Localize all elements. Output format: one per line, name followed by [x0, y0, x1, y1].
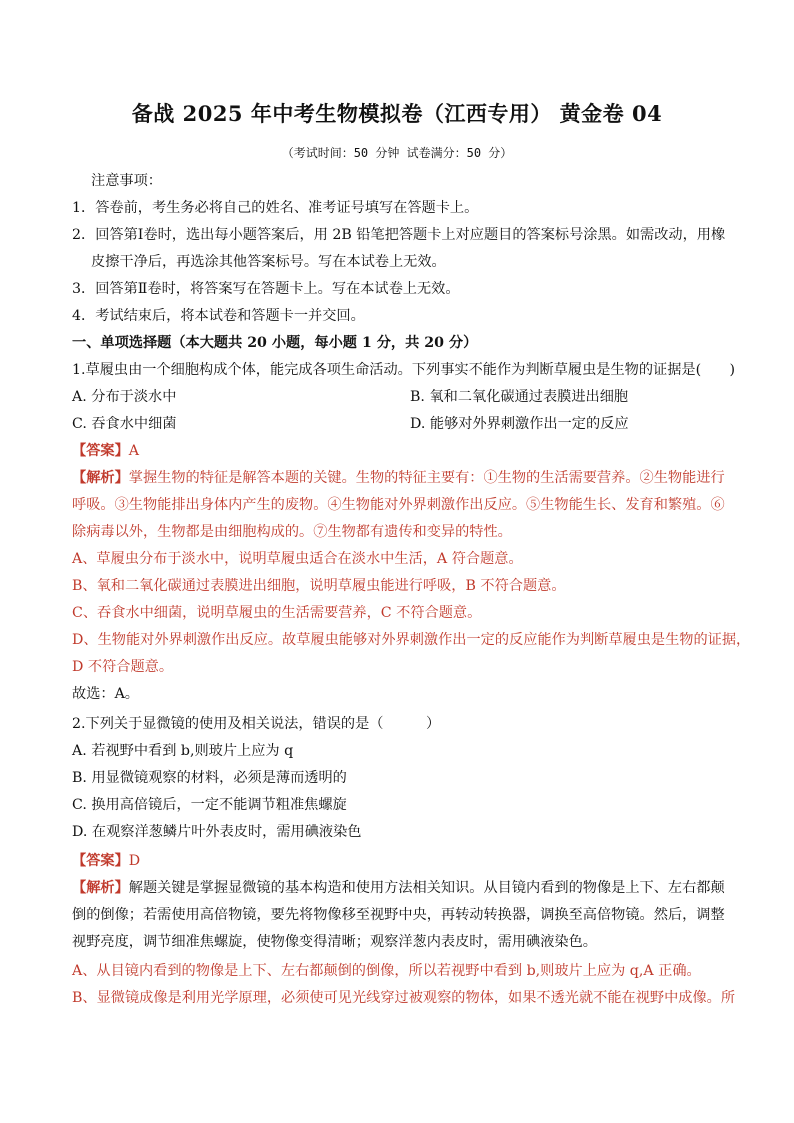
option-c: C. 换用高倍镜后，一定不能调节粗准焦螺旋 [72, 797, 347, 813]
page-title: 备战 2025 年中考生物模拟卷（江西专用） 黄金卷 04 [131, 101, 663, 126]
analysis-line [72, 878, 725, 898]
explanation-line: C、吞食水中细菌，说明草履虫的生活需要营养，C 不符合题意。 [72, 605, 482, 621]
section-heading: 一、单项选择题（本大题共 20 小题，每小题 1 分，共 20 分） [72, 335, 478, 351]
explanation-line: A、从目镜内看到的物像是上下、左右都颠倒的倒像，所以若视野中看到 b,则玻片上应为 q,A 正确。 [72, 963, 701, 979]
answer-line [72, 441, 139, 461]
option-a: A. 若视野中看到 b,则玻片上应为 q [72, 743, 294, 759]
conclusion: 故选：A。 [72, 686, 139, 702]
notice-heading: 注意事项： [91, 173, 162, 189]
option-a: A. 分布于淡水中 [72, 389, 177, 405]
explanation-line: B、显微镜成像是利用光学原理，必须使可见光线穿过被观察的物体，如果不透光就不能在视野中成像。所 [72, 990, 736, 1006]
analysis-text: 呼吸。③生物能排出身体内产生的废物。④生物能对外界刺激作出反应。⑤生物能生长、发育和繁殖。⑥ [72, 497, 725, 513]
explanation-line: D、生物能对外界刺激作出反应。故草履虫能够对外界刺激作出一定的反应能作为判断草履虫是生物的证据， [72, 632, 751, 648]
notice-item: 1．答卷前，考生务必将自己的姓名、准考证号填写在答题卡上。 [72, 200, 479, 216]
exam-subtitle: （考试时间：50 分钟 试卷满分：50 分） [281, 146, 513, 160]
analysis-text: 掌握生物的特征是解答本题的关键。生物的特征主要有：①生物的生活需要营养。②生物能进行 [128, 470, 725, 486]
notice-item-continued: 皮擦干净后，再选涂其他答案标号。写在本试卷上无效。 [91, 254, 446, 270]
explanation-line: A、草履虫分布于淡水中，说明草履虫适合在淡水中生活，A 符合题意。 [72, 551, 523, 567]
notice-item: 2．回答第Ⅰ卷时，选出每小题答案后，用 2B 铅笔把答题卡上对应题目的答案标号涂黑。如需改动，用橡 [72, 227, 726, 243]
analysis-text: 视野亮度，调节细准焦螺旋，使物像变得清晰；观察洋葱内表皮时，需用碘液染色。 [72, 934, 597, 950]
explanation-line: B、氧和二氧化碳通过表膜进出细胞，说明草履虫能进行呼吸，B 不符合题意。 [72, 578, 566, 594]
analysis-text: 除病毒以外，生物都是由细胞构成的。⑦生物都有遗传和变异的特性。 [72, 524, 512, 540]
question-stem: 1.草履虫由一个细胞构成个体，能完成各项生命活动。下列事实不能作为判断草履虫是生物的证据是( ) [72, 362, 736, 378]
option-c: C. 吞食水中细菌 [72, 416, 177, 432]
analysis-text: 倒的倒像；若需使用高倍物镜，要先将物像移至视野中央，再转动转换器，调换至高倍物镜。然后，调整 [72, 907, 725, 923]
explanation-line: D 不符合题意。 [72, 659, 174, 675]
question-stem: 2.下列关于显微镜的使用及相关说法，错误的是（ ） [72, 716, 441, 732]
answer-tag: 【答案】 [72, 853, 129, 869]
analysis-tag: 【解析】 [72, 470, 129, 486]
analysis-tag: 【解析】 [72, 880, 129, 896]
option-b: B. 氧和二氧化碳通过表膜进出细胞 [410, 389, 629, 405]
answer-value: A [128, 443, 140, 459]
answer-line [72, 851, 140, 871]
analysis-text: 解题关键是掌握显微镜的基本构造和使用方法相关知识。从目镜内看到的物像是上下、左右都颠 [128, 880, 725, 896]
option-d: D. 在观察洋葱鳞片叶外表皮时，需用碘液染色 [72, 824, 362, 840]
answer-tag: 【答案】 [72, 443, 129, 459]
option-b: B. 用显微镜观察的材料，必须是薄而透明的 [72, 770, 347, 786]
notice-item: 3．回答第Ⅱ卷时，将答案写在答题卡上。写在本试卷上无效。 [72, 281, 460, 297]
answer-value: D [128, 853, 141, 869]
notice-item: 4．考试结束后，将本试卷和答题卡一并交回。 [72, 308, 365, 324]
option-d: D. 能够对外界刺激作出一定的反应 [410, 416, 629, 432]
analysis-line [72, 468, 725, 488]
